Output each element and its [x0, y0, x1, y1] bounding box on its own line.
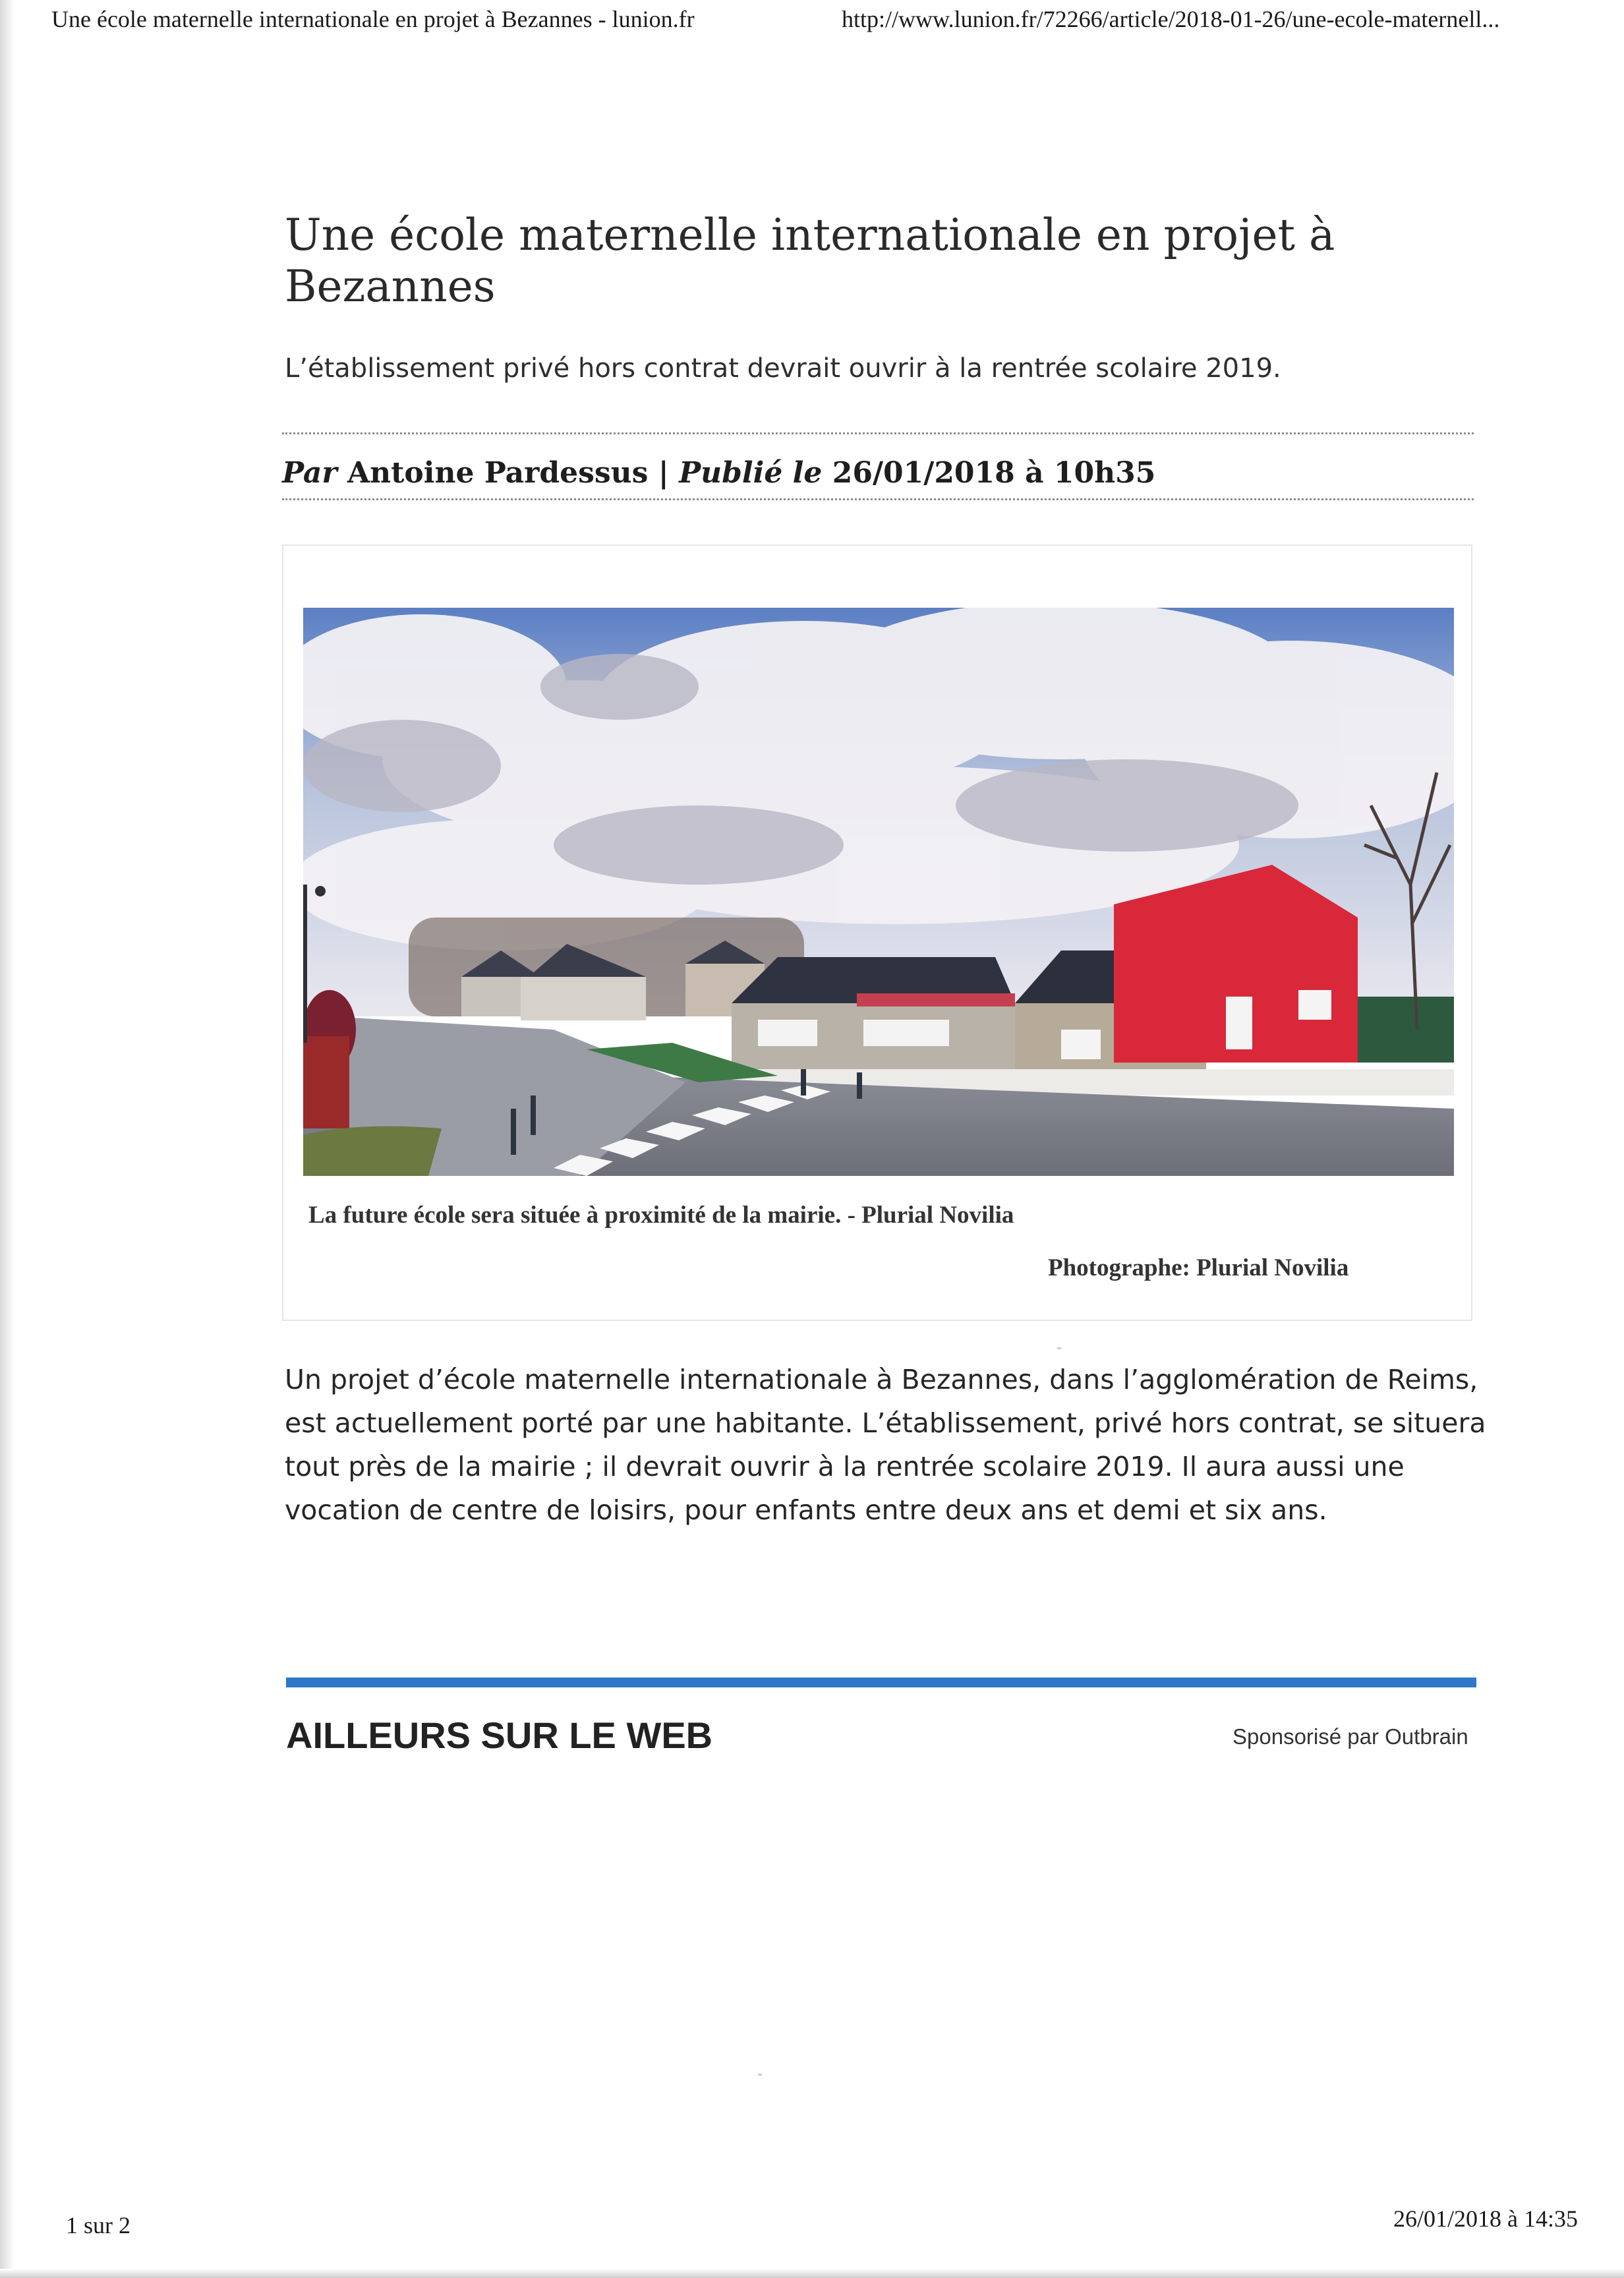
byline-published-label: Publié le — [679, 456, 823, 490]
print-header-page-title: Une école maternelle internationale en projet à Bezannes - lunion.fr — [51, 6, 695, 32]
article-subtitle: L’établissement privé hors contrat devrait ouvrir à la rentrée scolaire 2019. — [285, 353, 1281, 384]
article-headline: Une école maternelle internationale en projet à Bezannes — [285, 210, 1335, 312]
figure-caption: La future école sera située à proximité de la mairie. - Plurial Novilia — [308, 1202, 1014, 1229]
byline-author[interactable]: Antoine Pardessus — [347, 456, 649, 490]
byline-published-date: 26/01/2018 à 10h35 — [832, 456, 1156, 490]
figure-credit: Photographe: Plurial Novilia — [1048, 1254, 1349, 1281]
print-footer-page-indicator: 1 sur 2 — [66, 2212, 130, 2238]
article-photo[interactable] — [303, 608, 1454, 1176]
byline-separator: | — [658, 456, 669, 490]
sponsor-label[interactable]: Sponsorisé par Outbrain — [1232, 1724, 1468, 1749]
school-rendering-image — [303, 608, 1454, 1176]
scan-speck — [758, 2074, 762, 2076]
scan-speck — [1057, 1347, 1061, 1349]
article-body — [285, 1358, 1491, 1532]
article-byline — [282, 456, 1155, 490]
print-header-url[interactable]: http://www.lunion.fr/72266/article/2018-01-26/une-ecole-maternell... — [842, 6, 1500, 32]
print-footer-timestamp: 26/01/2018 à 14:35 — [1393, 2205, 1578, 2232]
byline-bottom-divider — [282, 498, 1474, 500]
article-body-paragraph: Un projet d’école maternelle internationale à Bezannes, dans l’agglomération de Reims, est actuellement porté par une habitante. L’établissement, privé hors contrat, se situera tout près de la mairie ; il devrait ouvrir à la rentrée scolaire 2019. Il aura aussi une vocation de centre de loisirs, pour enfants entre deux ans et demi et six ans. — [285, 1364, 1486, 1526]
byline-par-label: Par — [282, 456, 337, 490]
byline-top-divider — [282, 432, 1474, 434]
section-divider-accent — [286, 1678, 1476, 1687]
scan-bottom-shadow — [0, 2269, 1624, 2278]
scan-edge-shadow — [0, 0, 14, 2278]
related-heading: AILLEURS SUR LE WEB — [286, 1714, 713, 1756]
